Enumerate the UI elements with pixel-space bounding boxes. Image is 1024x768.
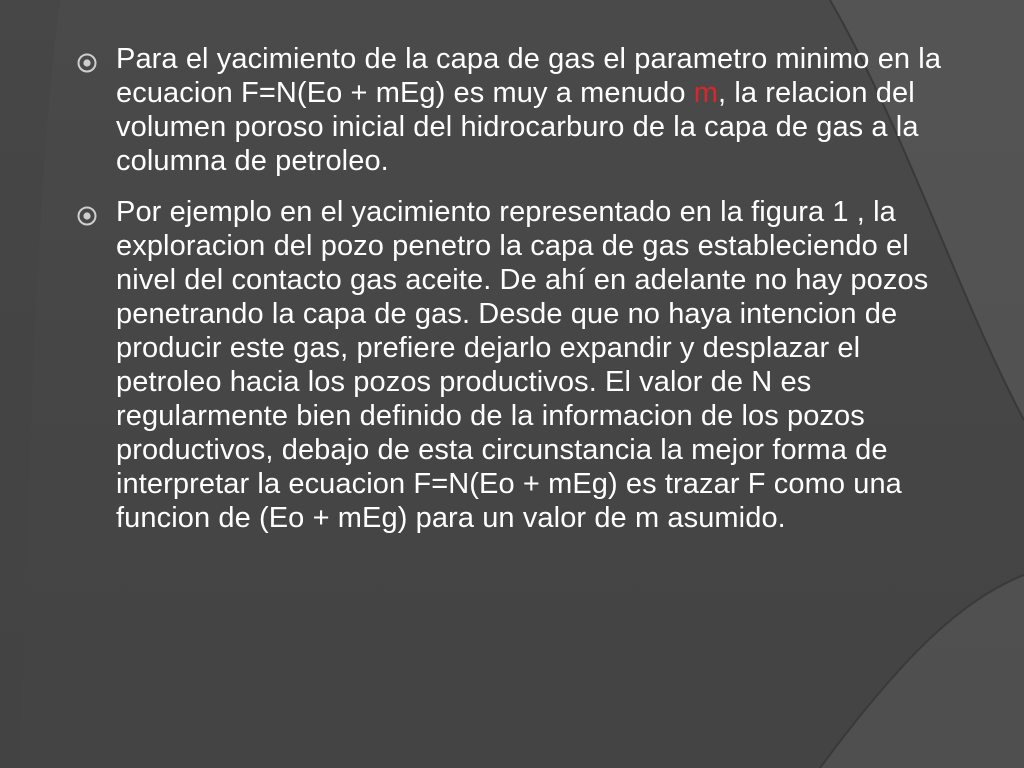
- bullet-text: [116, 42, 952, 178]
- bullet-text-before: Para el yacimiento de la capa de gas el parametro minimo en la ecuacion F=N(Eo + mEg) es muy a menudo: [116, 43, 942, 109]
- bullet-item: [72, 42, 952, 178]
- bullet-list: [72, 42, 952, 552]
- bullet-item: [72, 195, 952, 535]
- bullet-text-after: , la relacion del volumen poroso inicial del hidrocarburo de la capa de gas a la columna de petroleo.: [116, 77, 919, 177]
- circled-dot-icon: [76, 205, 98, 227]
- bullet-text: Por ejemplo en el yacimiento representado en la figura 1 , la exploracion del pozo penetro la capa de gas estableciendo el nivel del contacto gas aceite. De ahí en adelante no hay pozos penetrando la capa de gas. Desde que no haya intencion de producir este gas, prefiere dejarlo expandir y desplazar el petroleo hacia los pozos productivos. El valor de N es regularmente bien definido de la informacion de los pozos productivos, debajo de esta circunstancia la mejor forma de interpretar la ecuacion F=N(Eo + mEg) es trazar F como una funcion de (Eo + mEg) para un valor de m asumido.: [116, 196, 929, 534]
- highlighted-parameter-m: m: [693, 77, 718, 109]
- circled-dot-icon: [76, 52, 98, 74]
